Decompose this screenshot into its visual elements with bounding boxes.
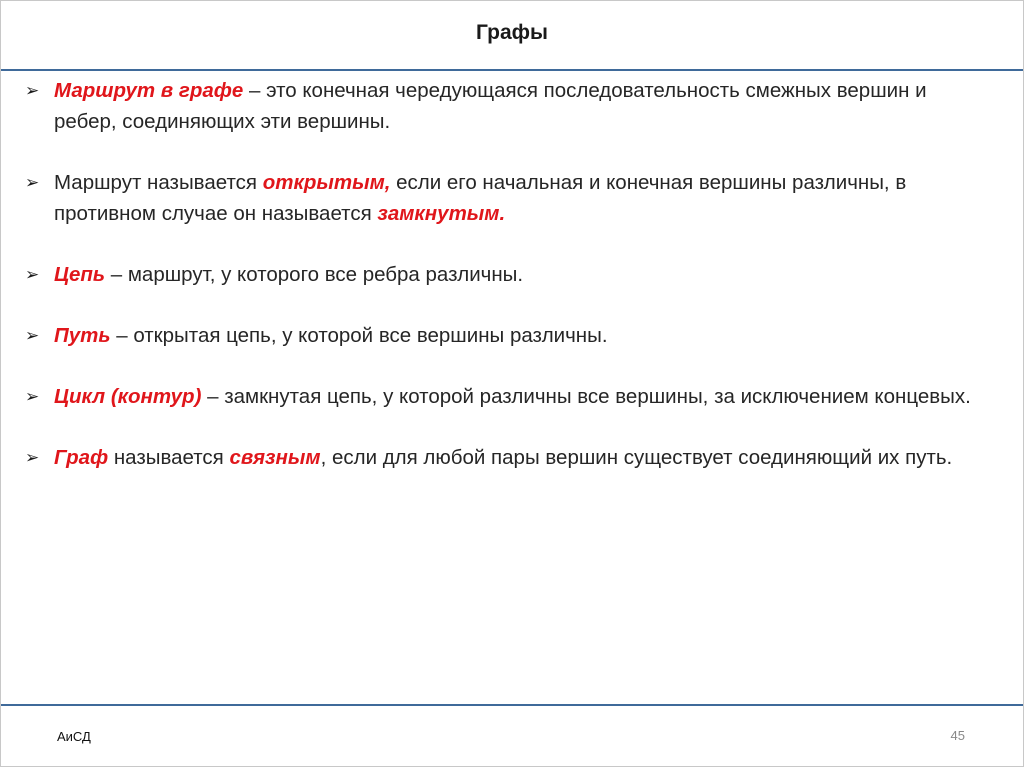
term-connected: связным <box>229 446 321 469</box>
bullet-item-open-closed <box>25 167 975 229</box>
definition-text: – маршрут, у которого все ребра различны. <box>105 263 524 286</box>
term-path: Путь <box>54 324 111 347</box>
term-cycle: Цикл (контур) <box>54 385 202 408</box>
definition-text: – открытая цепь, у которой все вершины различны. <box>110 324 608 347</box>
definition-text: если его начальная и конечная вершины различны, в противном случае он называется <box>54 171 907 225</box>
arrow-bullet-icon: ➢ <box>25 448 40 467</box>
bullet-item-connected-graph <box>25 442 975 473</box>
footer-course-label: АиСД <box>57 729 91 744</box>
arrow-bullet-icon: ➢ <box>25 265 40 284</box>
definition-text: , если для любой пары вершин существует соединяющий их путь. <box>320 446 953 469</box>
page-number: 45 <box>950 728 965 743</box>
definition-text: называется <box>108 446 230 469</box>
term-graph: Граф <box>54 446 109 469</box>
bullet-item-path <box>25 320 975 351</box>
bullet-item-chain <box>25 259 975 290</box>
term-closed: замкнутым. <box>377 202 506 225</box>
arrow-bullet-icon: ➢ <box>25 173 40 192</box>
bullet-item-route <box>25 75 975 137</box>
definition-text: – замкнутая цепь, у которой различны все вершины, за исключением концевых. <box>201 385 971 408</box>
arrow-bullet-icon: ➢ <box>25 81 40 100</box>
bullet-item-cycle <box>25 381 975 412</box>
footer-divider <box>1 704 1023 706</box>
arrow-bullet-icon: ➢ <box>25 326 40 345</box>
term-open: открытым, <box>262 171 391 194</box>
term-chain: Цепь <box>54 263 106 286</box>
definition-text: – это конечная чередующаяся последовательность смежных вершин и ребер, соединяющих эти вершины. <box>54 79 927 133</box>
title-divider <box>1 69 1023 71</box>
definition-text: Маршрут называется <box>54 171 263 194</box>
bullet-list <box>25 75 975 503</box>
term-route: Маршрут в графе <box>54 79 244 102</box>
slide-title: Графы <box>476 21 548 44</box>
arrow-bullet-icon: ➢ <box>25 387 40 406</box>
